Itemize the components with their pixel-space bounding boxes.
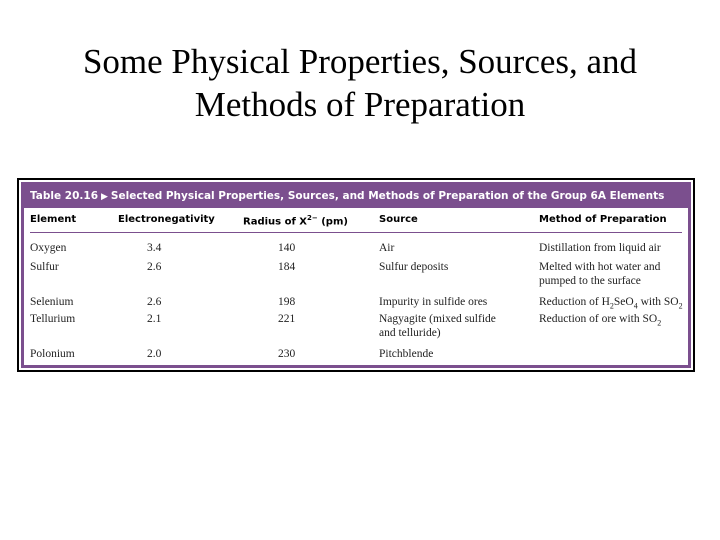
- header-radius: [243, 214, 348, 227]
- cell-source-line: Nagyagite (mixed sulfide: [379, 313, 496, 325]
- cell-source: [379, 295, 487, 309]
- cell-method: [539, 260, 660, 288]
- header-radius-prefix: Radius of X: [243, 216, 307, 228]
- cell-method-line: Distillation from liquid air: [539, 242, 661, 254]
- cell-element: Tellurium: [30, 313, 76, 325]
- cell-radius: 184: [278, 261, 296, 273]
- table-title: Selected Physical Properties, Sources, and Methods of Preparation of the Group 6A Elements: [110, 190, 665, 202]
- cell-method-line: Reduction of ore with $SO_2$: [539, 313, 662, 328]
- cell-element: Oxygen: [30, 242, 67, 254]
- cell-source-line: Sulfur deposits: [379, 261, 449, 273]
- cell-radius: 198: [278, 296, 296, 308]
- table-number: Table 20.16: [30, 190, 98, 202]
- cell-electronegativity: 2.0: [147, 348, 162, 360]
- slide-title: [20, 40, 700, 126]
- cell-electronegativity: 2.6: [147, 261, 162, 273]
- cell-method: [539, 312, 661, 330]
- cell-element: Polonium: [30, 348, 75, 360]
- cell-source-line: Impurity in sulfide ores: [379, 296, 488, 308]
- cell-source-line: Pitchblende: [379, 348, 434, 360]
- header-element: Element: [30, 214, 77, 225]
- cell-element: Selenium: [30, 296, 74, 308]
- cell-electronegativity: 2.1: [147, 313, 162, 325]
- cell-radius: 221: [278, 313, 296, 325]
- cell-method-line: pumped to the surface: [539, 275, 641, 287]
- slide-title-line-2: Methods of Preparation: [194, 85, 526, 124]
- cell-element: Sulfur: [30, 261, 59, 273]
- header-method: Method of Preparation: [539, 214, 667, 225]
- cell-method: [539, 241, 661, 255]
- cell-radius: 230: [278, 348, 296, 360]
- cell-source: [379, 260, 448, 274]
- cell-radius: 140: [278, 242, 296, 254]
- slide-title-line-1: Some Physical Properties, Sources, and: [82, 42, 638, 81]
- cell-source-line: and telluride): [379, 327, 441, 339]
- header-radius-sup: 2−: [307, 214, 318, 222]
- cell-method: [539, 295, 683, 313]
- table-caption: [24, 185, 688, 208]
- cell-method-line: Reduction of $H_2SeO_4$ with $SO_2$: [539, 296, 683, 311]
- cell-method-line: Melted with hot water and: [539, 261, 661, 273]
- caption-arrow-icon: ▶: [101, 192, 108, 202]
- cell-electronegativity: 2.6: [147, 296, 162, 308]
- cell-source: [379, 241, 394, 255]
- header-electronegativity: Electronegativity: [118, 214, 215, 225]
- cell-source: [379, 347, 433, 361]
- header-radius-suffix: (pm): [317, 216, 348, 228]
- cell-electronegativity: 3.4: [147, 242, 162, 254]
- properties-table: [21, 182, 691, 368]
- header-rule: [30, 232, 682, 233]
- header-source: Source: [379, 214, 418, 225]
- cell-source: [379, 312, 496, 340]
- cell-source-line: Air: [379, 242, 395, 254]
- table-figure: [17, 178, 695, 372]
